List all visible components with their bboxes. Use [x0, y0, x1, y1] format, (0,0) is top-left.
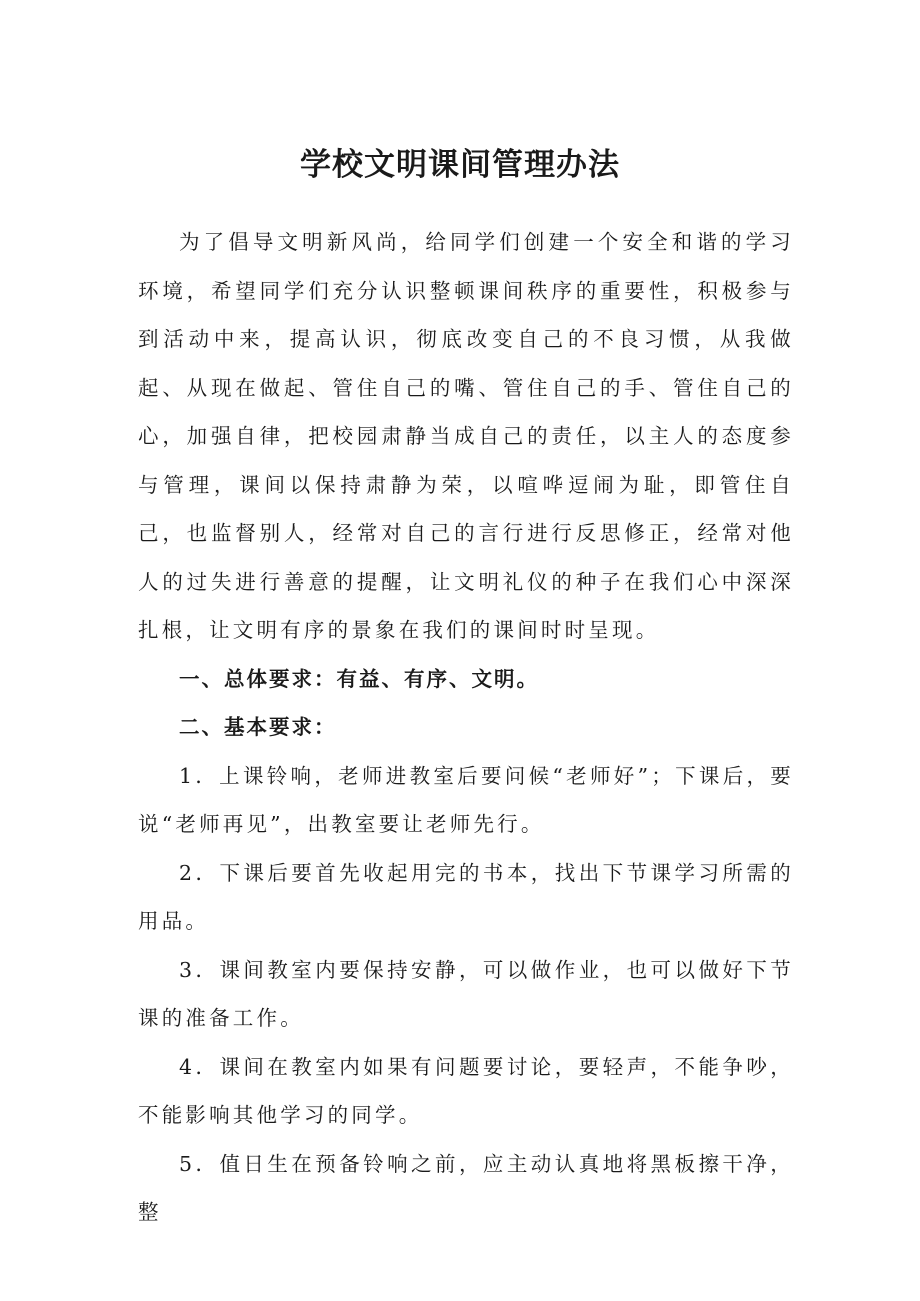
section-heading-basic: 二、基本要求： [179, 715, 337, 739]
document-body [138, 218, 794, 1237]
list-item: 5．值日生在预备铃响之前，应主动认真地将黑板擦干净，整 [138, 1151, 794, 1224]
section-heading-overall: 一、总体要求：有益、有序、文明。 [179, 666, 539, 691]
list-item: 2．下课后要首先收起用完的书本，找出下节课学习所需的用品。 [138, 860, 794, 933]
page-title: 学校文明课间管理办法 [300, 147, 620, 183]
list-item: 3．课间教室内要保持安静，可以做作业，也可以做好下节课的准备工作。 [138, 957, 794, 1030]
list-item: 1．上课铃响，老师进教室后要问候“老师好”；下课后，要说“老师再见”，出教室要让老师先行。 [138, 763, 794, 836]
list-item: 4．课间在教室内如果有问题要讨论，要轻声，不能争吵，不能影响其他学习的同学。 [138, 1054, 794, 1127]
intro-paragraph: 为了倡导文明新风尚，给同学们创建一个安全和谐的学习环境，希望同学们充分认识整顿课间秩序的重要性，积极参与到活动中来，提高认识，彻底改变自己的不良习惯，从我做起、从现在做起、管住自己的嘴、管住自己的手、管住自己的心，加强自律，把校园肃静当成自己的责任，以主人的态度参与管理，课间以保持肃静为荣，以喧哗逗闹为耻，即管住自己，也监督别人，经常对自己的言行进行反思修正，经常对他人的过失进行善意的提醒，让文明礼仪的种子在我们心中深深扎根，让文明有序的景象在我们的课间时时呈现。 [138, 230, 794, 642]
